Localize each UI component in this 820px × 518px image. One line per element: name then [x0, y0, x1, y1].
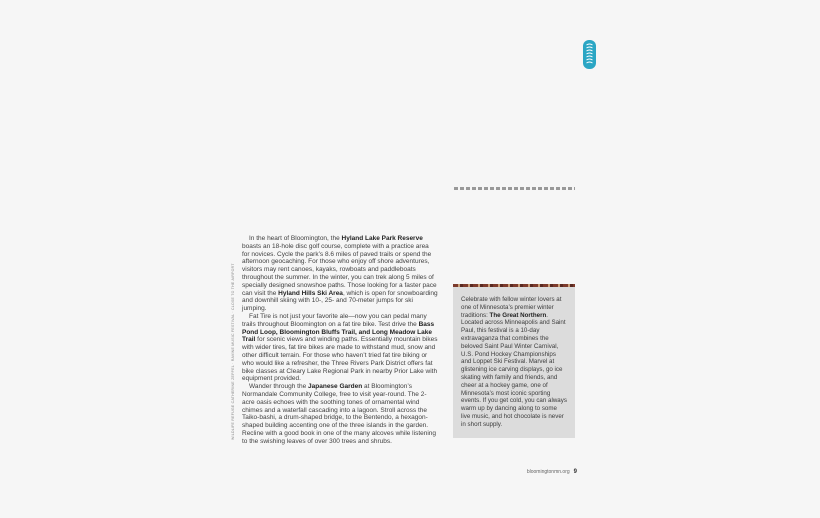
text-run: In the heart of Bloomington, the — [249, 235, 342, 242]
text-run: boasts an 18-hole disc golf course, complete with a practice area for novices. Cycle the park’s 8.6 miles of paved trails or spend the afternoon geocaching. For those who enjoy off shore adventures, visitors may rent canoes, kayaks, rowboats and paddleboats throughout the summer. In the winter, you can trek along 5 miles of specially designed snowshoe paths. Those looking for a faster pace can visit the — [242, 242, 437, 297]
photo-credits: WILDLIFE REFUGE CATHERINE ZEPPEL · RAVINE MUSIC FESTIVAL · CLOSE TO THE AIRPORT — [231, 263, 235, 440]
paragraph-japanese-garden — [242, 383, 438, 445]
place-name: Japanese Garden — [308, 383, 363, 391]
footer-url: bloomingtonmn.org — [526, 469, 570, 475]
trail-names: Bass Pond Loop, Bloomington Bluffs Trail, and Long Meadow Lake Trail — [242, 320, 435, 344]
page-number: 9 — [573, 469, 577, 475]
article-body — [242, 235, 438, 446]
text-run: Wander through the — [249, 383, 309, 391]
sidebar-text — [453, 287, 575, 429]
text-run: Fat Tire is not just your favorite ale—now you can pedal many trails throughout Bloomington on a fat tire bike. Test drive the — [242, 312, 427, 328]
paragraph-hyland — [242, 235, 438, 313]
logo-mark — [585, 42, 594, 67]
paragraph-fat-tire — [242, 313, 438, 383]
sidebar-box — [453, 284, 575, 438]
place-name: Hyland Hills Ski Area — [278, 289, 343, 297]
text-run: for scenic views and winding paths. Essentially mountain bikes with wider tires, fat tire bikes are made to withstand mud, snow and other difficult terrain. For those who haven’t tried fat tire biking or who would like a refresher, the Three Rivers Park District offers fat bike classes at Cleary Lake Regional Park in nearby Prior Lake with equipment provided. — [242, 336, 438, 383]
bloomington-logo-icon — [583, 40, 596, 69]
page-footer — [527, 469, 577, 475]
text-run: . Located across Minneapolis and Saint Paul, this festival is a 10-day extravaganza that combines the beloved Saint Paul Winter Carnival, U.S. Pond Hockey Championships and Loppet Ski Festival. Marvel at glistening ice carving displays, go ice skating with family and friends, and cheer at a hockey game, one of Minnesota’s most iconic sporting events. If you get cold, you can always warm up by dancing along to some live music, and hot chocolate is never in short supply. — [461, 311, 567, 428]
faded-caption-line — [454, 187, 575, 190]
festival-name: The Great Northern — [489, 311, 547, 319]
text-run: Celebrate with fellow winter lovers at one of Minnesota’s premier winter traditions: — [461, 296, 562, 319]
text-run: , which is open for snowboarding and downhill skiing with 10-, 25- and 70-meter jumps for ski jumping. — [242, 289, 438, 313]
text-run: at Bloomington’s Normandale Community College, free to visit year-round. The 2-acre oasis echoes with the soothing tones of ornamental wind chimes and a waterfall cascading into a lagoon. Stroll across the Taiko-bashi, a drum-shaped bridge, to the Bentendo, a hexagon-shaped building accenting one of the three islands in the garden. Recline with a good book in one of the many alcoves while listening to the swishing leaves of over 300 trees and shrubs. — [242, 383, 437, 445]
place-name: Hyland Lake Park Reserve — [341, 235, 423, 242]
